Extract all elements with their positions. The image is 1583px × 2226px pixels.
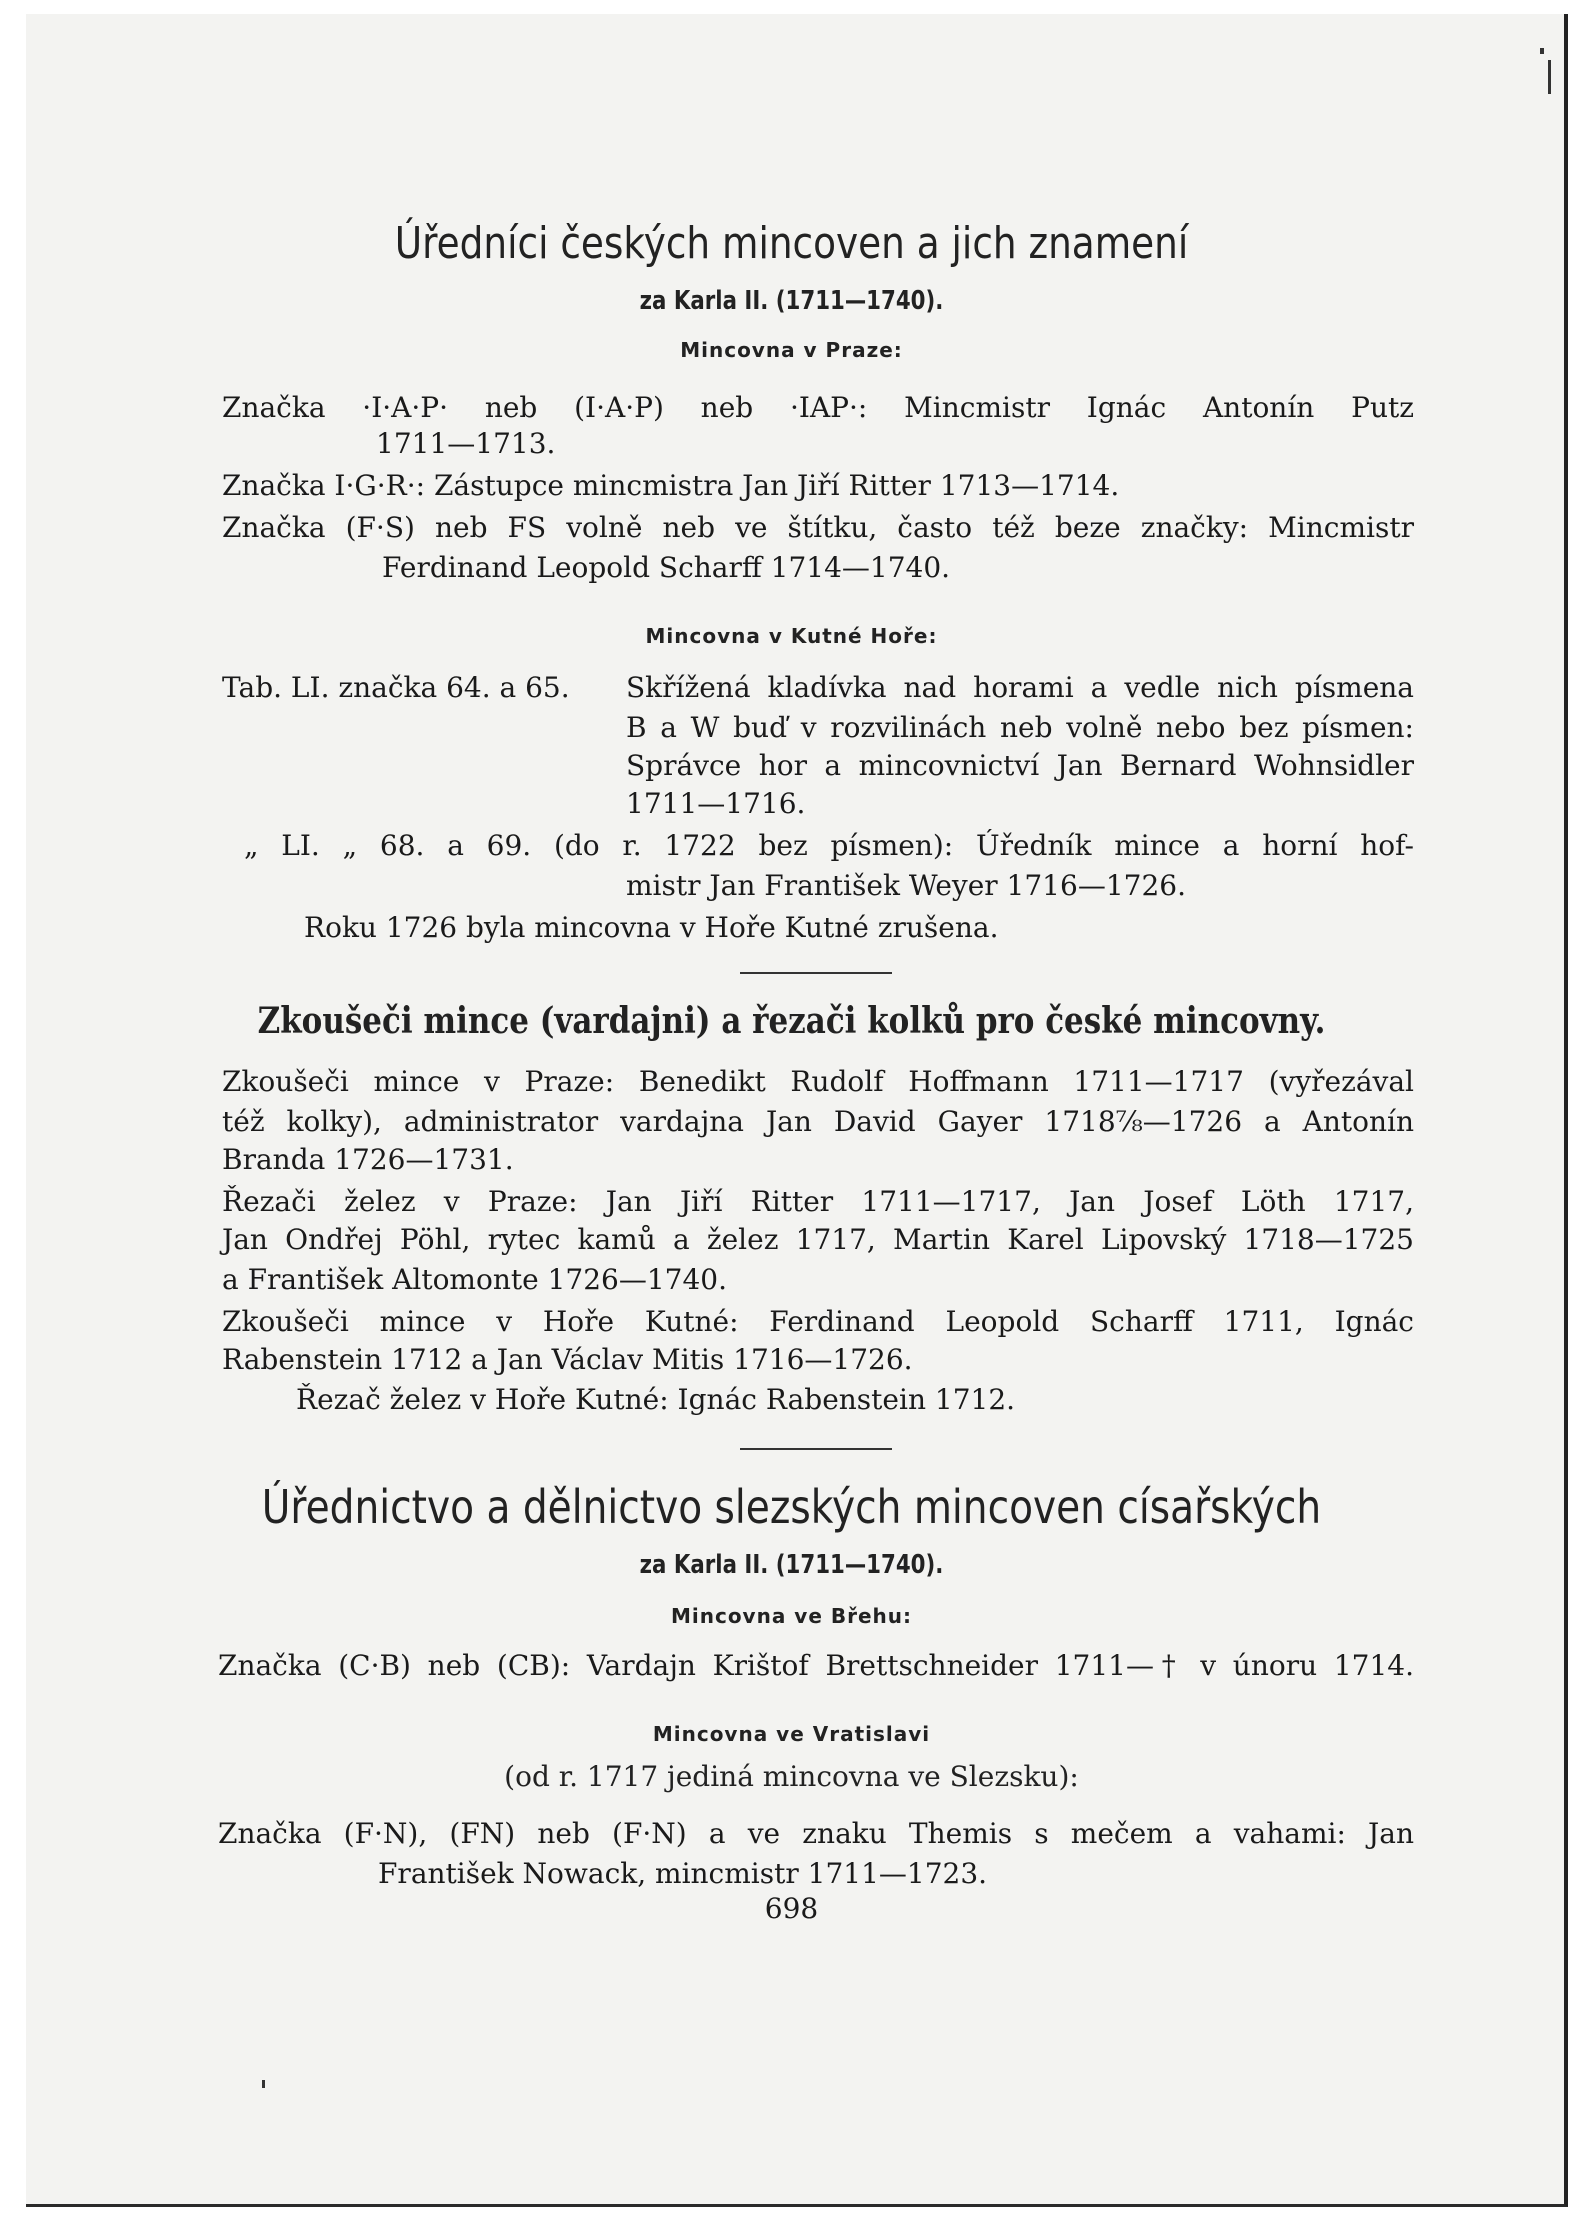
scan-speck — [1540, 48, 1544, 54]
kutna-line-6: mistr Jan František Weyer 1716—1726. — [626, 869, 1186, 902]
kutna-line-1: Skřížená kladívka nad horami a vedle nich písmena — [626, 671, 1414, 704]
section2-line-1: Zkoušeči mince v Praze: Benedikt Rudolf Hoffmann 1711—1717 (vyřezával — [222, 1065, 1414, 1098]
brehu-heading: Mincovna ve Břehu: — [670, 1604, 913, 1628]
kutna-line-7: Roku 1726 byla mincovna v Hoře Kutné zrušena. — [304, 911, 999, 944]
vratislavi-line-1: Značka (F·N), (FN) neb (F·N) a ve znaku Themis s mečem a vahami: Jan — [218, 1817, 1414, 1850]
page-number: 698 — [764, 1892, 819, 1925]
section2-line-4: Řezači želez v Praze: Jan Jiří Ritter 1711—1717, Jan Josef Löth 1717, — [222, 1185, 1414, 1218]
section-divider-2 — [740, 1448, 892, 1450]
kutna-heading: Mincovna v Kutné Hoře: — [645, 624, 938, 648]
section2-line-8: Rabenstein 1712 a Jan Václav Mitis 1716—1726. — [222, 1343, 913, 1376]
section3-subtitle: za Karla II. (1711—1740). — [639, 1550, 944, 1580]
praha-line-1: Značka ·I·A·P· neb (I·A·P) neb ·IAP·: Mincmistr Ignác Antonín Putz — [222, 391, 1414, 424]
section2-line-9: Řezač želez v Hoře Kutné: Ignác Rabenstein 1712. — [296, 1383, 1016, 1416]
vratislavi-heading: Mincovna ve Vratislavi — [652, 1722, 931, 1746]
vratislavi-note: (od r. 1717 jediná mincovna ve Slezsku): — [504, 1760, 1079, 1793]
brehu-line: Značka (C·B) neb (CB): Vardajn Krištof Brettschneider 1711—† v únoru 1714. — [218, 1649, 1414, 1682]
praha-heading: Mincovna v Praze: — [680, 338, 903, 362]
praha-line-4: Značka (F·S) neb FS volně neb ve štítku, často též beze značky: Mincmistr — [222, 511, 1414, 544]
section2-line-7: Zkoušeči mince v Hoře Kutné: Ferdinand Leopold Scharff 1711, Ignác — [222, 1305, 1414, 1338]
scan-speck-bottom — [262, 2080, 265, 2088]
section2-line-2: též kolky), administrator vardajna Jan David Gayer 1718⅞—1726 a Antonín — [222, 1105, 1414, 1138]
kutna-line-ref: Tab. LI. značka 64. a 65. — [222, 671, 570, 704]
kutna-line-2: B a W buď v rozvilinách neb volně nebo bez písmen: — [626, 711, 1414, 744]
kutna-line-3: Správce hor a mincovnictví Jan Bernard Wohnsidler — [626, 749, 1414, 782]
section-divider-1 — [740, 972, 892, 974]
section3-heading: Úřednictvo a dělnictvo slezských mincoven císařských — [261, 1480, 1322, 1534]
section2-line-5: Jan Ondřej Pöhl, rytec kamů a želez 1717, Martin Karel Lipovský 1718—1725 — [222, 1223, 1414, 1256]
section2-heading: Zkoušeči mince (vardajni) a řezači kolků pro české mincovny. — [257, 1000, 1326, 1042]
praha-line-3: Značka I·G·R·: Zástupce mincmistra Jan Jiří Ritter 1713—1714. — [222, 469, 1120, 502]
page-subtitle: za Karla II. (1711—1740). — [639, 286, 944, 316]
praha-line-2: 1711—1713. — [376, 427, 556, 460]
page-title: Úředníci českých mincoven a jich znamení — [394, 218, 1189, 269]
section2-line-6: a František Altomonte 1726—1740. — [222, 1263, 728, 1296]
kutna-line-4: 1711—1716. — [626, 787, 806, 820]
praha-line-5: Ferdinand Leopold Scharff 1714—1740. — [382, 551, 951, 584]
scan-edge-mark — [1548, 60, 1551, 94]
vratislavi-line-2: František Nowack, mincmistr 1711—1723. — [378, 1857, 988, 1890]
kutna-line-5: „ LI. „ 68. a 69. (do r. 1722 bez písmen): Úředník mince a horní hof- — [244, 829, 1414, 862]
section2-line-3: Branda 1726—1731. — [222, 1143, 514, 1176]
